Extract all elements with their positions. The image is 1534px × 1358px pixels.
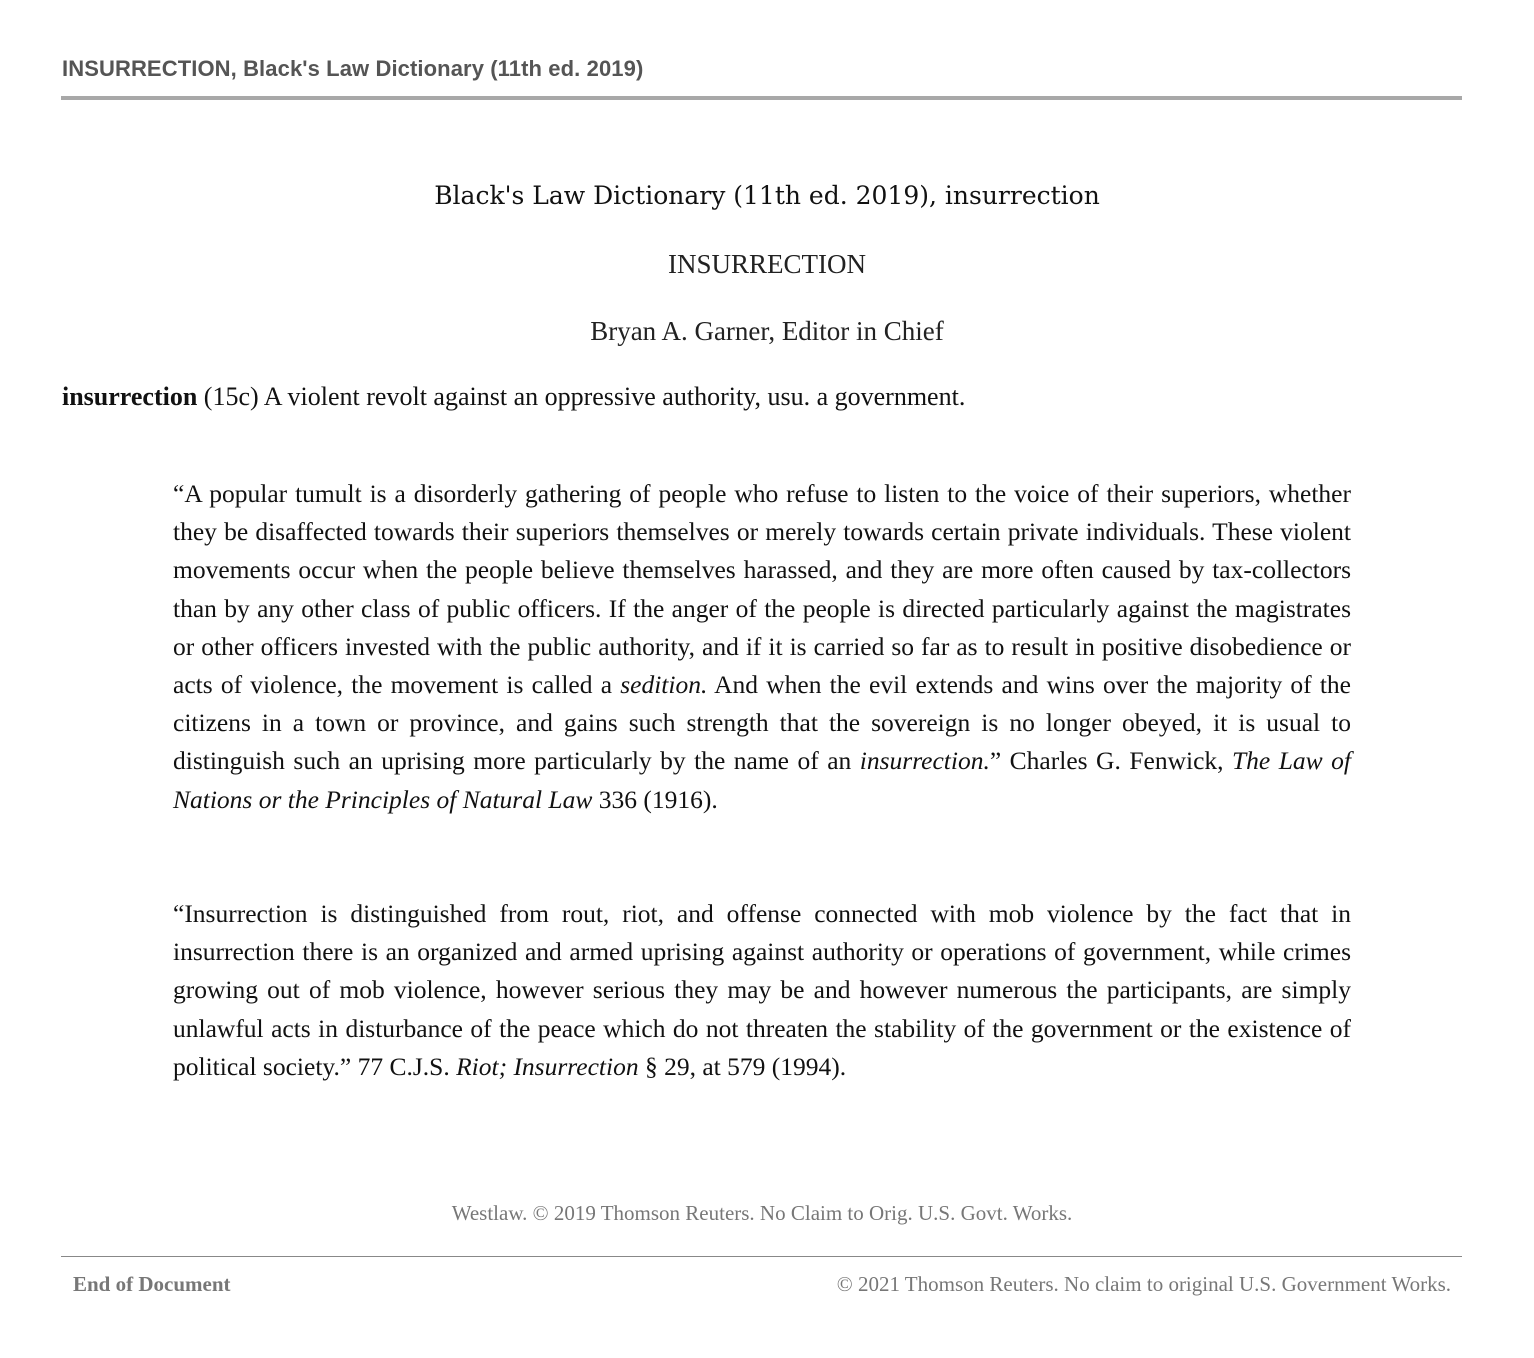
quote-source-title: The Law of Nations or the Principles of Natural Law — [173, 746, 1351, 814]
footer-divider — [61, 1256, 1462, 1257]
westlaw-notice: Westlaw. © 2019 Thomson Reuters. No Claim to Orig. U.S. Govt. Works. — [451, 1201, 1073, 1225]
definition — [62, 382, 1462, 412]
definition-term: insurrection — [62, 382, 198, 411]
quote-citation: 336 (1916). — [592, 784, 718, 814]
quote-source-title: Riot; Insurrection — [456, 1051, 639, 1081]
header-divider — [61, 96, 1462, 100]
quote-italic: insurrection. — [859, 746, 990, 776]
editor-credit: Bryan A. Garner, Editor in Chief — [590, 316, 944, 346]
quote-text: “A popular tumult is a disorderly gathering of people who refuse to listen to the voice of their superiors, whether they be disaffected towards their superiors themselves or merely towards certain private individuals. These violent movements occur when the people believe themselves harassed, and they are more often caused by tax-collectors than by any other class of public officers. If the anger of the people is directed particularly against the magistrates or other officers invested with the public authority, and if it is carried so far as to result in positive disobedience or acts of violence, the movement is called a — [173, 479, 1351, 700]
quote-cjs — [173, 895, 1351, 1086]
quote-citation: ” Charles G. Fenwick, — [989, 746, 1232, 776]
quote-text: “Insurrection is distinguished from rout, riot, and offense connected with mob violence by the fact that in insurrection there is an organized and armed uprising against authority or operations of government, while crimes growing out of mob violence, however serious they may be and however numerous the participants, are simply unlawful acts in disturbance of the peace which do not threaten the stability of the government or the existence of political society.” 77 C.J.S. — [173, 899, 1351, 1081]
quote-fenwick — [173, 475, 1351, 819]
footer-copyright: © 2021 Thomson Reuters. No claim to original U.S. Government Works. — [836, 1272, 1451, 1296]
header-title: INSURRECTION, Black's Law Dictionary (11th ed. 2019) — [62, 56, 644, 81]
end-of-document-label: End of Document — [73, 1272, 231, 1296]
definition-text: (15c) A violent revolt against an oppressive authority, usu. a government. — [197, 382, 966, 411]
document-title: Black's Law Dictionary (11th ed. 2019), insurrection — [434, 181, 1100, 210]
quote-text: And when the evil extends and wins over the majority of the citizens in a town or province, and gains such strength that the sovereign is no longer obeyed, it is usual to distinguish such an uprising more particularly by the name of an — [173, 670, 1351, 776]
entry-heading: INSURRECTION — [667, 249, 866, 279]
quote-citation: § 29, at 579 (1994). — [638, 1051, 847, 1081]
quote-italic: sedition. — [620, 670, 708, 700]
